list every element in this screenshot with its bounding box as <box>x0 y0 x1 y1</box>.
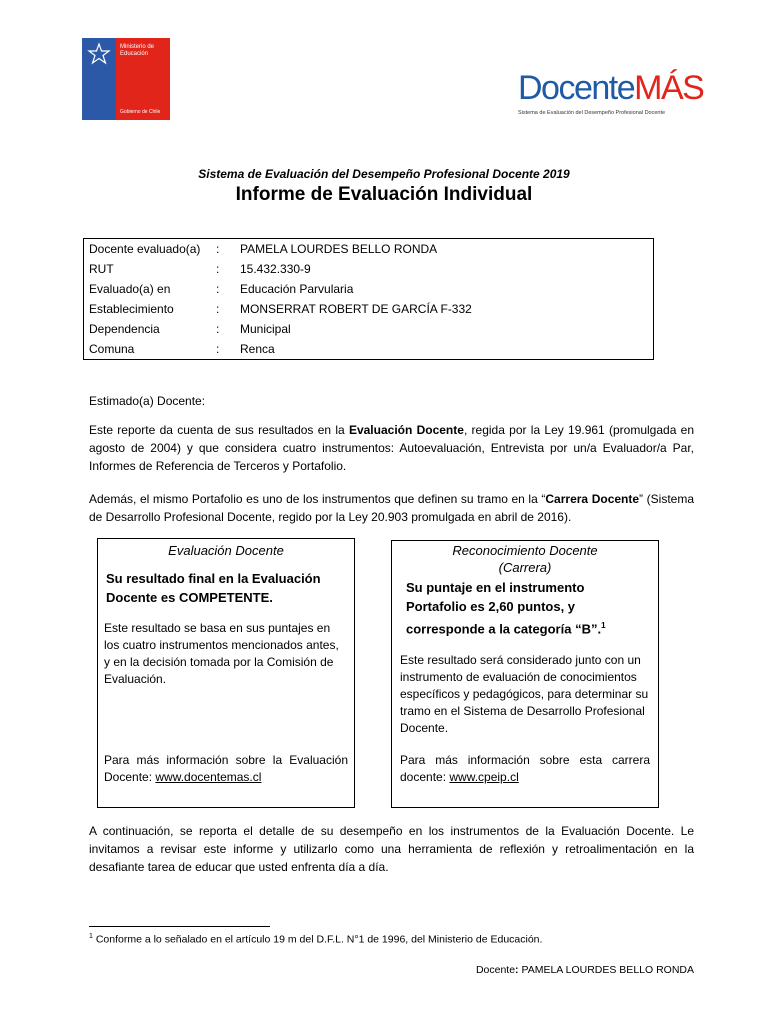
footer-name: PAMELA LOURDES BELLO RONDA <box>521 964 694 976</box>
info-label: Docente evaluado(a) <box>89 242 201 256</box>
teacher-info-table <box>83 238 654 360</box>
info-value: PAMELA LOURDES BELLO RONDA <box>240 242 438 256</box>
info-label: Evaluado(a) en <box>89 282 171 296</box>
footnote-mark: 1 <box>89 933 93 940</box>
info-value: MONSERRAT ROBERT DE GARCÍA F-332 <box>240 302 472 316</box>
report-title: Informe de Evaluación Individual <box>235 184 533 205</box>
gobierno-label: Gobierno de Chile <box>120 109 161 115</box>
info-label: Establecimiento <box>89 302 174 316</box>
report-subtitle: Sistema de Evaluación del Desempeño Profesional Docente 2019 <box>198 167 570 181</box>
box-title-sub: (Carrera) <box>498 560 552 575</box>
portfolio-result: Su puntaje en el instrumento Portafolio es 2,60 puntos, y corresponde a la categoría “B”.$^1$ <box>406 580 606 637</box>
evaluacion-docente-emphasis: Evaluación Docente <box>348 423 464 437</box>
docentemas-link[interactable]: www.docentemas.cl <box>155 770 262 784</box>
box-title: Reconocimiento Docente <box>452 543 598 558</box>
cpeip-link[interactable]: www.cpeip.cl <box>449 770 519 784</box>
footnote-text: Conforme a lo señalado en el artículo 19 m del D.F.L. N°1 de 1996, del Ministerio de Educación. <box>92 933 543 946</box>
coat-of-arms-icon <box>86 42 112 66</box>
final-result: Su resultado final en la Evaluación Docente es COMPETENTE. <box>106 571 321 605</box>
info-value: 15.432.330-9 <box>240 262 311 276</box>
evaluacion-docente-box <box>97 538 355 808</box>
intro-paragraph: Este reporte da cuenta de sus resultados en la Evaluación Docente, regida por la Ley 19.961 (promulgada en agosto de 2004) y que considera cuatro instrumentos: Autoevaluación, Entrevista por un/a Evaluador/a Par, Informes de Referencia de Terceros y Portafolio. <box>89 423 694 473</box>
docentemas-logo <box>518 69 704 122</box>
page-footer: Docente: PAMELA LOURDES BELLO RONDA <box>475 964 694 976</box>
closing-paragraph: A continuación, se reporta el detalle de su desempeño en los instrumentos de la Evaluación Docente. Le invitamos a revisar este informe y utilizarlo como una herramienta de reflexión y retroalimentación en la desafiante tarea de educar que usted enfrenta día a día. <box>89 824 694 874</box>
info-value: Municipal <box>240 322 291 336</box>
info-separator: : <box>216 262 220 276</box>
info-label: Dependencia <box>89 322 160 336</box>
more-info: Para más información sobre esta carrera docente: www.cpeip.cl <box>400 753 650 784</box>
info-separator: : <box>216 322 220 336</box>
footer-label: Docente <box>475 964 516 976</box>
docentemas-word-blue: Docente <box>518 69 635 107</box>
greeting: Estimado(a) Docente: <box>89 394 206 408</box>
ministerio-line2: Educación <box>120 51 149 57</box>
more-info: Para más información sobre la Evaluación Docente: www.docentemas.cl <box>104 753 348 784</box>
carrera-paragraph: Además, el mismo Portafolio es uno de los instrumentos que definen su tramo en la “Carrera Docente” (Sistema de Desarrollo Profesional Docente, regido por la Ley 20.903 promulgada en abril de 2016). <box>89 492 694 524</box>
info-value: Educación Parvularia <box>240 282 354 296</box>
info-value: Renca <box>240 342 275 356</box>
box-title: Evaluación Docente <box>168 543 284 558</box>
footnote-ref: 1 <box>601 621 606 630</box>
result-explanation: Este resultado se basa en sus puntajes en los cuatro instrumentos mencionados antes, y en la decisión tomada por la Comisión de Evaluación. <box>104 621 339 686</box>
reconocimiento-docente-box <box>391 540 659 808</box>
result-explanation: Este resultado será considerado junto con un instrumento de evaluación de conocimientos específicos y pedagógicos, para determinar su tramo en el Sistema de Desarrollo Profesional Docente. <box>400 653 649 736</box>
footnote <box>89 933 542 946</box>
ministerio-logo <box>82 38 170 120</box>
info-separator: : <box>216 342 220 356</box>
info-separator: : <box>216 302 220 316</box>
ministerio-line1: Ministerio de <box>120 44 155 50</box>
info-label: RUT <box>89 262 114 276</box>
info-separator: : <box>216 242 220 256</box>
footnote-divider <box>89 926 270 927</box>
carrera-docente-emphasis: Carrera Docente <box>545 492 640 506</box>
info-separator: : <box>216 282 220 296</box>
info-label: Comuna <box>89 342 135 356</box>
docentemas-word-red: MÁS <box>634 69 704 107</box>
docentemas-tagline: Sistema de Evaluación del Desempeño Profesional Docente <box>518 110 666 116</box>
